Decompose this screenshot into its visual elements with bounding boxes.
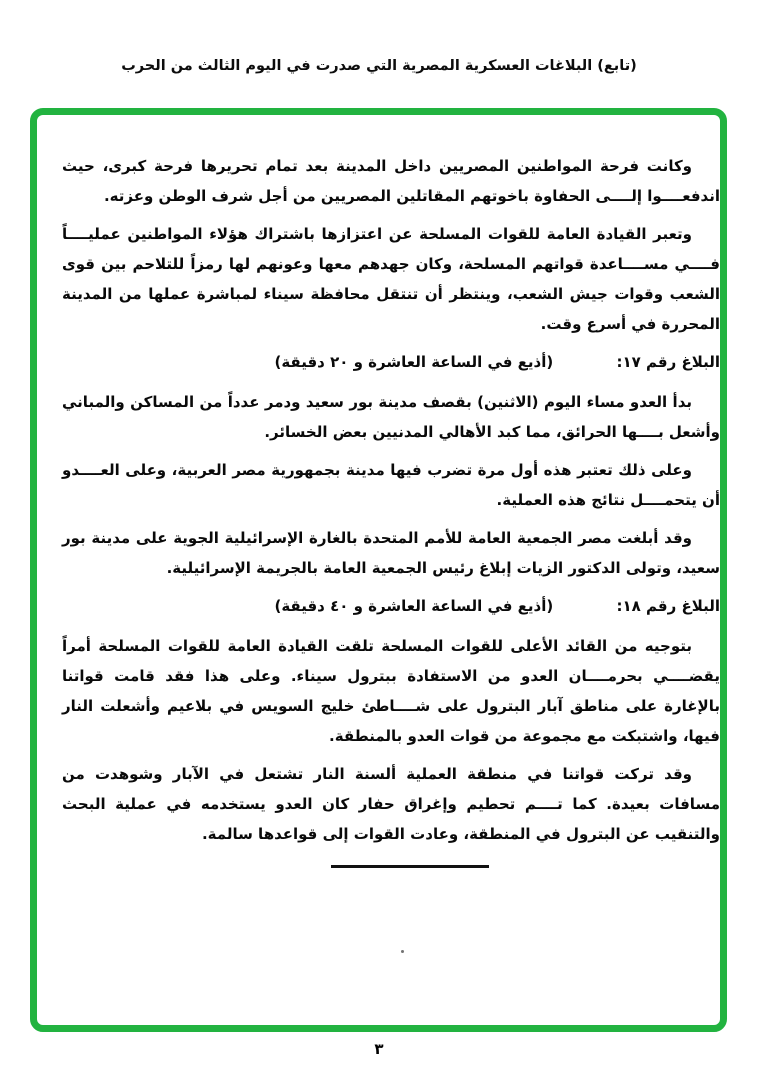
paragraph-oil-wells-raid: بتوجيه من القائد الأعلى للقوات المسلحة تلقت القيادة العامة للقوات المسلحة أمراً يقضــــي بحرمــــان العدو من الاستفادة ببترول سيناء. وعلى هذا فقد قامت قواتنا بالإغارة على مناطق آبار البترول على شــــاطئ خليج السويس في بلاعيم وأشعلت النار فيها، واشتبكت مع مجموعة من قوات العدو بالمنطقة.: [62, 637, 720, 745]
paragraph-un-notification: وقد أبلغت مصر الجمعية العامة للأمم المتحدة بالغارة الإسرائيلية الجوية على مدينة بور سعيد، وتولى الدكتور الزيات إبلاغ رئيس الجمعية العامة بالجريمة الإسرائيلية.: [62, 529, 720, 577]
bulletin-18-number-label: البلاغ رقم ١٨:: [616, 597, 720, 615]
document-body: [62, 151, 720, 868]
bulletin-18-broadcast-time: (أذيع في الساعة العاشرة و ٤٠ دقيقة): [274, 597, 554, 615]
bulletin-18-heading: [62, 591, 720, 621]
paragraph-port-said-shelling: بدأ العدو مساء اليوم (الاثنين) بقصف مدينة بور سعيد ودمر عدداً من المساكن والمباني وأشعل بــــها الحرائق، مما كبد الأهالي المدنيين بعض الخسائر.: [62, 393, 720, 441]
bulletin-17-number-label: البلاغ رقم ١٧:: [616, 353, 720, 371]
paragraph-forces-return: وقد تركت قواتنا في منطقة العملية ألسنة النار تشتعل في الآبار وشوهدت من مسافات بعيدة. كما تــــم تحطيم وإغراق حفار كان العدو يستخدمه في عملية البحث والتنقيب عن البترول في المنطقة، وعادت القوات إلى قواعدها سالمة.: [62, 765, 720, 843]
paragraph-first-city-struck: وعلى ذلك تعتبر هذه أول مرة تضرب فيها مدينة بجمهورية مصر العربية، وعلى العــــدو أن يتحمــــل نتائج هذه العملية.: [62, 461, 720, 509]
paragraph-citizens-joy: وكانت فرحة المواطنين المصريين داخل المدينة بعد تمام تحريرها فرحة كبرى، حيث اندفعــــوا إلــــى الحفاوة باخوتهم المقاتلين المصريين من أجل شرف الوطن وعزته.: [62, 157, 720, 205]
scan-artifact-dot: [401, 950, 404, 953]
bulletin-17-broadcast-time: (أذيع في الساعة العاشرة و ٢٠ دقيقة): [274, 353, 554, 371]
divider-line: [331, 865, 489, 868]
paragraph-general-command-pride: وتعبر القيادة العامة للقوات المسلحة عن اعتزازها باشتراك هؤلاء المواطنين عمليــــاً فــــي مســــاعدة قواتهم المسلحة، وكان جهدهم معها وعونهم لها رمزاً للتلاحم بين قوى الشعب وقوات جيش الشعب، وينتظر أن تنتقل محافظة سيناء لمباشرة عملها من المدينة المحررة في أسرع وقت.: [62, 225, 720, 333]
bulletin-17-heading: [62, 347, 720, 377]
page-number: ٣: [374, 1040, 384, 1058]
green-border-frame: [30, 108, 727, 1032]
page-title: (تابع) البلاغات العسكرية المصرية التي صدرت في اليوم الثالث من الحرب: [121, 58, 637, 74]
